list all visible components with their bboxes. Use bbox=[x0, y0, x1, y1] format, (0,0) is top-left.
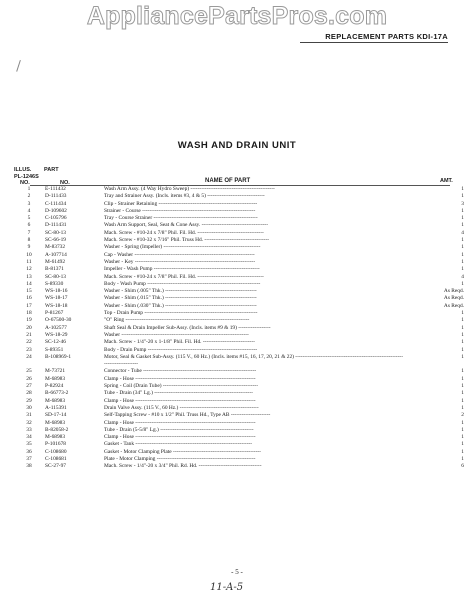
amount: 1 bbox=[461, 331, 464, 338]
part-number: D-109602 bbox=[45, 207, 67, 214]
illus-number: 21 bbox=[26, 331, 32, 338]
part-number: C-108681 bbox=[45, 455, 67, 462]
amount: 4 bbox=[461, 273, 464, 280]
part-name: Gasket - Motor Clamping Plate ------------------------------------------------- bbox=[104, 448, 261, 455]
part-name: Mach. Screw - 1/4"-20 x 1-1/8" Phil. Fil. Hd. ----------------------------- bbox=[104, 339, 255, 346]
amount: 1 bbox=[461, 266, 464, 273]
part-number: WS-18-29 bbox=[45, 331, 68, 338]
table-row bbox=[0, 420, 474, 427]
table-row bbox=[0, 412, 474, 419]
part-name: Wash Arm Assy. (4 Way Hydro Sweep) ----------------------------------------------- bbox=[104, 186, 275, 192]
illus-number: 38 bbox=[26, 463, 32, 470]
table-row bbox=[0, 230, 474, 237]
illus-number: 29 bbox=[26, 397, 32, 404]
part-name: Washer - Shim (.015" Thk.) --------------------------------------------------- bbox=[104, 295, 257, 302]
part-number: M-83732 bbox=[45, 244, 66, 251]
amount: 1 bbox=[461, 317, 464, 324]
amount: 1 bbox=[461, 193, 464, 200]
part-name: Clip - Strainer Retaining ------------------------------------------------------- bbox=[104, 200, 258, 207]
illus-number: 1 bbox=[27, 186, 31, 192]
illus-number: 13 bbox=[26, 273, 32, 280]
illus-number: 11 bbox=[26, 258, 32, 265]
table-row bbox=[0, 259, 474, 266]
part-name: Shaft Seal & Drain Impeller Sub-Assy. (Incls. items #9 & 19) ------------------ bbox=[104, 324, 271, 331]
table-row bbox=[0, 347, 474, 354]
amount: 1 bbox=[461, 244, 464, 251]
table-row bbox=[0, 434, 474, 441]
part-name: Washer - Spring (Impeller) ------------------------------------------------------ bbox=[104, 244, 261, 251]
illus-number: 14 bbox=[26, 280, 32, 287]
part-number: A-107714 bbox=[45, 251, 67, 258]
part-name: Cap - Washer ------------------------------------------------------------------- bbox=[104, 251, 255, 258]
illus-number: 33 bbox=[26, 426, 32, 433]
illus-number: 8 bbox=[27, 237, 31, 244]
page-number: - 5 - bbox=[231, 568, 243, 576]
illus-number: 24 bbox=[26, 353, 32, 360]
part-name: Body - Wash Pump --------------------------------------------------------------- bbox=[104, 280, 261, 287]
part-name: Clamp - Hose ------------------------------------------------------------------- bbox=[104, 375, 256, 382]
part-name: "O" Ring --------------------------------------------------------------------- bbox=[104, 317, 250, 324]
part-number: E-111432 bbox=[45, 186, 66, 192]
amount: 1 bbox=[461, 280, 464, 287]
illus-number: 3 bbox=[27, 200, 31, 207]
table-row bbox=[0, 354, 474, 369]
part-number: C-105796 bbox=[45, 215, 67, 222]
illus-number: 7 bbox=[27, 229, 31, 236]
table-row bbox=[0, 215, 474, 222]
table-row bbox=[0, 193, 474, 200]
amount: 1 bbox=[461, 186, 464, 192]
part-name: Self-Tapping Screw - #10 x 1/2" Phil. Truss Hd., Type AB ---------------------- bbox=[104, 412, 271, 419]
column-header-part-no: NO. bbox=[60, 180, 70, 186]
part-number: SC-27-97 bbox=[45, 463, 66, 470]
header-title: REPLACEMENT PARTS KDI-17A bbox=[325, 32, 448, 41]
table-row bbox=[0, 325, 474, 332]
table-row bbox=[0, 339, 474, 346]
illus-number: 10 bbox=[26, 251, 32, 258]
table-row bbox=[0, 456, 474, 463]
illus-number: 36 bbox=[26, 448, 32, 455]
illus-number: 2 bbox=[27, 193, 31, 200]
part-name: Washer - Shim (.030" Thk.) --------------------------------------------------- bbox=[104, 302, 257, 309]
part-number: WS-18-18 bbox=[45, 302, 68, 309]
illus-number: 28 bbox=[26, 390, 32, 397]
column-header-part-line1: PART bbox=[44, 167, 59, 173]
table-row bbox=[0, 398, 474, 405]
amount: 1 bbox=[461, 390, 464, 397]
amount: 1 bbox=[461, 426, 464, 433]
header-rule bbox=[300, 42, 448, 43]
amount: 1 bbox=[461, 455, 464, 462]
amount: As Reqd. bbox=[443, 288, 464, 295]
part-name: Drain Valve Assy. (115 V., 60 Hz.) -------------------------------------------- bbox=[104, 404, 259, 411]
amount: 1 bbox=[461, 207, 464, 214]
table-row bbox=[0, 383, 474, 390]
part-name: Plate - Motor Clamping ------------------------------------------------------- bbox=[104, 455, 256, 462]
handwritten-note: 11-A-5 bbox=[210, 582, 244, 593]
part-name: Spring - Coil (Drain Tube) ----------------------------------------------------- bbox=[104, 383, 258, 390]
amount: 4 bbox=[461, 229, 464, 236]
part-number: B-66773-2 bbox=[45, 390, 69, 397]
parts-table bbox=[0, 186, 474, 471]
part-number: O-67500-30 bbox=[45, 317, 72, 324]
illus-number: 18 bbox=[26, 310, 32, 317]
illus-number: 22 bbox=[26, 339, 32, 346]
amount: 1 bbox=[461, 419, 464, 426]
illus-number: 16 bbox=[26, 295, 32, 302]
table-row bbox=[0, 252, 474, 259]
amount: 1 bbox=[461, 339, 464, 346]
part-number: SD-17-14 bbox=[45, 412, 67, 419]
amount: 1 bbox=[461, 237, 464, 244]
part-name: Impeller - Wash Pump ----------------------------------------------------------- bbox=[104, 266, 260, 273]
table-row bbox=[0, 244, 474, 251]
table-row bbox=[0, 332, 474, 339]
part-number: B-81371 bbox=[45, 266, 64, 273]
amount: 1 bbox=[461, 404, 464, 411]
table-row bbox=[0, 303, 474, 310]
amount: 1 bbox=[461, 258, 464, 265]
amount: 1 bbox=[461, 434, 464, 441]
table-row bbox=[0, 405, 474, 412]
illus-number: 9 bbox=[27, 244, 31, 251]
part-name: Mach. Screw - #10-24 x 7/8" Phil. Fil. Hd. ------------------------------------- bbox=[104, 229, 264, 236]
amount: 2 bbox=[461, 412, 464, 419]
illus-number: 23 bbox=[26, 346, 32, 353]
part-name: Clamp - Hose ------------------------------------------------------------------- bbox=[104, 397, 256, 404]
column-header-illus bbox=[14, 167, 31, 173]
part-number: D-111431 bbox=[45, 222, 67, 229]
part-number: B-108969-1 bbox=[45, 353, 72, 360]
table-row bbox=[0, 449, 474, 456]
illus-number: 5 bbox=[27, 215, 31, 222]
part-number: C-108680 bbox=[45, 448, 67, 455]
illus-number: 35 bbox=[26, 441, 32, 448]
amount: 1 bbox=[461, 324, 464, 331]
amount: 1 bbox=[461, 441, 464, 448]
amount: 6 bbox=[461, 463, 464, 470]
table-row bbox=[0, 222, 474, 229]
amount: 1 bbox=[461, 222, 464, 229]
table-row bbox=[0, 310, 474, 317]
amount: 1 bbox=[461, 251, 464, 258]
part-name: Mach. Screw - #10-32 x 7/16" Phil. Truss Hd. ------------------------------------ bbox=[104, 237, 270, 244]
part-number: M-68983 bbox=[45, 375, 66, 382]
margin-mark bbox=[16, 60, 22, 72]
part-name: Clamp - Hose ------------------------------------------------------------------- bbox=[104, 419, 256, 426]
table-row bbox=[0, 208, 474, 215]
amount: 1 bbox=[461, 215, 464, 222]
part-number: WS-18-16 bbox=[45, 288, 68, 295]
amount: 1 bbox=[461, 448, 464, 455]
amount: 1 bbox=[461, 397, 464, 404]
column-header-part bbox=[44, 167, 59, 173]
part-number: A-102577 bbox=[45, 324, 67, 331]
part-number: A-115391 bbox=[45, 404, 67, 411]
part-number: SC-12-46 bbox=[45, 339, 66, 346]
table-row bbox=[0, 441, 474, 448]
part-number: M-68983 bbox=[45, 397, 66, 404]
column-header-amt: AMT. bbox=[440, 178, 453, 184]
column-header-group: PL-1246S bbox=[14, 174, 39, 180]
table-row bbox=[0, 390, 474, 397]
table-row bbox=[0, 266, 474, 273]
amount: 1 bbox=[461, 310, 464, 317]
part-name: Gasket - Tank ----------------------------------------------------------------- bbox=[104, 441, 253, 448]
watermark: AppliancePartsPros.com bbox=[86, 2, 388, 30]
part-name: Mach. Screw - 1/4"-20 x 3/4" Phil. Rd. Hd. ----------------------------------- bbox=[104, 463, 262, 470]
illus-number: 32 bbox=[26, 419, 32, 426]
amount: 1 bbox=[461, 375, 464, 382]
part-number: P-82924 bbox=[45, 383, 64, 390]
part-name: Mach. Screw - #10-24 x 7/8" Phil. Fil. Hd. ------------------------------------- bbox=[104, 273, 264, 280]
part-name: Washer - Shim (.005" Thk.) --------------------------------------------------- bbox=[104, 288, 257, 295]
illus-number: 4 bbox=[27, 207, 31, 214]
part-number: M-68983 bbox=[45, 419, 66, 426]
part-number: D-111433 bbox=[45, 193, 67, 200]
illus-number: 12 bbox=[26, 266, 32, 273]
part-number: C-111434 bbox=[45, 200, 67, 207]
part-number: WS-18-17 bbox=[45, 295, 68, 302]
table-row bbox=[0, 463, 474, 470]
table-row bbox=[0, 186, 474, 193]
part-number: SC-80-13 bbox=[45, 229, 66, 236]
amount: 1 bbox=[461, 353, 464, 360]
part-number: S-89351 bbox=[45, 346, 64, 353]
table-row bbox=[0, 368, 474, 375]
illus-number: 19 bbox=[26, 317, 32, 324]
part-name: Tube - Drain (34" Lg.) ------------------------------------------------------- bbox=[104, 390, 253, 397]
illus-number: 31 bbox=[26, 412, 32, 419]
illus-number: 17 bbox=[26, 302, 32, 309]
part-number: SC-66-19 bbox=[45, 237, 66, 244]
part-name: Tray - Course Strainer ---------------------------------------------------------- bbox=[104, 215, 258, 222]
part-number: M-68983 bbox=[45, 434, 66, 441]
part-name: Tray and Strainer Assy. (Incls. items #3, 4 & 5) -------------------------------- bbox=[104, 193, 265, 200]
column-header-illus-no: NO. bbox=[20, 180, 30, 186]
table-row bbox=[0, 376, 474, 383]
illus-number: 25 bbox=[26, 368, 32, 375]
part-number: P-81267 bbox=[45, 310, 64, 317]
column-header-name: NAME OF PART bbox=[205, 178, 251, 184]
column-header-illus-line1: ILLUS. bbox=[14, 167, 32, 173]
table-row bbox=[0, 288, 474, 295]
table-row bbox=[0, 317, 474, 324]
illus-number: 30 bbox=[26, 404, 32, 411]
part-name: Top - Drain Pump --------------------------------------------------------------- bbox=[104, 310, 258, 317]
amount: As Reqd. bbox=[443, 295, 464, 302]
part-name: Tube - Drain (5-5/8" Lg.) ---------------------------------------------------- bbox=[104, 426, 254, 433]
part-name: Connector - Tube --------------------------------------------------------------- bbox=[104, 368, 257, 375]
part-number: SC-80-13 bbox=[45, 273, 66, 280]
amount: 1 bbox=[461, 383, 464, 390]
table-row bbox=[0, 201, 474, 208]
illus-number: 37 bbox=[26, 455, 32, 462]
illus-number: 20 bbox=[26, 324, 32, 331]
amount: 1 bbox=[461, 346, 464, 353]
part-name: Motor, Seal & Gasket Sub-Assy. (115 V., 60 Hz.) (Incls. items #15, 16, 17, 20, 21 & 22) ------------------------------------------------------------------------------- bbox=[104, 353, 403, 368]
part-name: Clamp - Hose ------------------------------------------------------------------- bbox=[104, 434, 256, 441]
part-name: Body - Drain Pump ------------------------------------------------------------- bbox=[104, 346, 258, 353]
part-name: Washer - Key ------------------------------------------------------------------- bbox=[104, 258, 256, 265]
page-title: WASH AND DRAIN UNIT bbox=[177, 140, 297, 151]
part-name: Strainer - Course --------------------------------------------------------------- bbox=[104, 207, 256, 214]
illus-number: 6 bbox=[27, 222, 31, 229]
illus-number: 15 bbox=[26, 288, 32, 295]
table-row bbox=[0, 237, 474, 244]
part-number: M-73721 bbox=[45, 368, 66, 375]
part-number: P-101678 bbox=[45, 441, 66, 448]
part-number: B-82058-2 bbox=[45, 426, 69, 433]
amount: As Reqd. bbox=[443, 302, 464, 309]
part-name: Wash Arm Support, Seal, Seat & Cone Assy. ------------------------------------- bbox=[104, 222, 269, 229]
part-number: S-89330 bbox=[45, 280, 64, 287]
illus-number: 34 bbox=[26, 434, 32, 441]
table-row bbox=[0, 295, 474, 302]
amount: 3 bbox=[461, 200, 464, 207]
part-name: Washer ----------------------------------------------------------------------- bbox=[104, 331, 249, 338]
illus-number: 27 bbox=[26, 383, 32, 390]
table-row bbox=[0, 274, 474, 281]
table-row bbox=[0, 281, 474, 288]
illus-number: 26 bbox=[26, 375, 32, 382]
amount: 1 bbox=[461, 368, 464, 375]
part-number: M-61492 bbox=[45, 258, 66, 265]
table-row bbox=[0, 427, 474, 434]
